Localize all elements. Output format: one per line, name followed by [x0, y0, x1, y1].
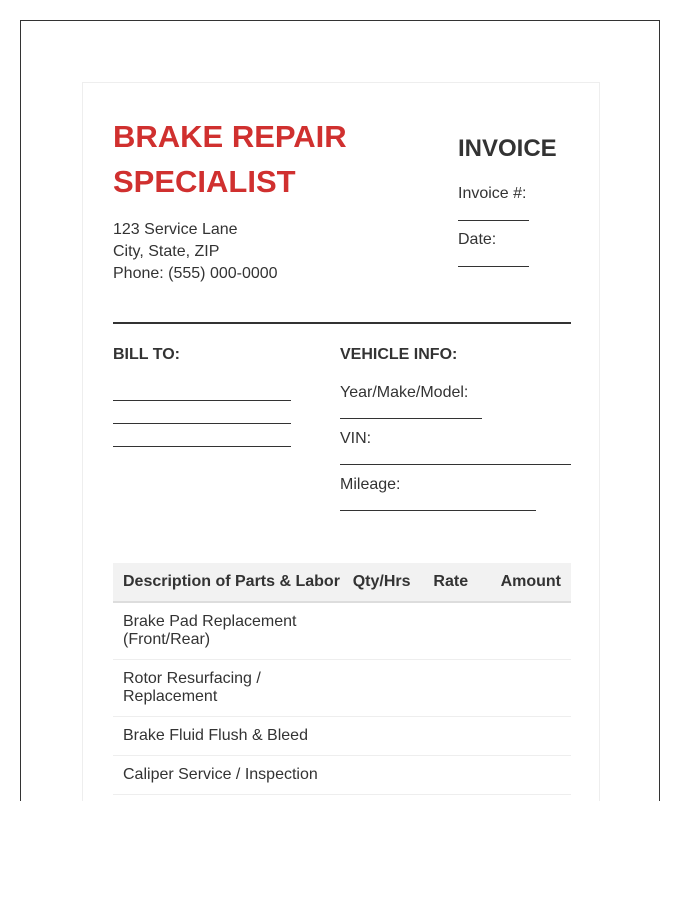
row-description: Rotor Resurfacing / Replacement	[113, 660, 340, 717]
vin-label: VIN:	[340, 430, 372, 447]
invoice-number-label: Invoice #:	[458, 185, 527, 202]
page-frame	[20, 20, 660, 801]
company-name: BRAKE REPAIR SPECIALIST	[113, 119, 347, 199]
invoice-date-field[interactable]	[458, 251, 529, 267]
row-amount[interactable]	[478, 660, 571, 717]
table-row	[113, 756, 571, 795]
column-header-amount: Amount	[478, 563, 571, 602]
invoice-title: INVOICE	[458, 135, 557, 162]
row-amount[interactable]	[478, 602, 571, 660]
table-header-row	[113, 563, 571, 602]
row-qty[interactable]	[340, 756, 423, 795]
row-rate[interactable]	[423, 660, 478, 717]
row-qty[interactable]	[340, 660, 423, 717]
row-description: Caliper Service / Inspection	[113, 756, 340, 795]
bill-to-line[interactable]	[113, 423, 291, 424]
year-make-model-field[interactable]	[340, 418, 482, 419]
row-amount[interactable]	[478, 756, 571, 795]
mileage-field[interactable]	[340, 510, 536, 511]
address-street: 123 Service Lane	[113, 221, 238, 238]
bill-to-heading: BILL TO:	[113, 346, 180, 363]
row-rate[interactable]	[423, 717, 478, 756]
column-header-description: Description of Parts & Labor	[113, 563, 340, 602]
parts-labor-table	[113, 563, 571, 795]
invoice-sheet	[82, 82, 600, 801]
row-rate[interactable]	[423, 756, 478, 795]
address-city: City, State, ZIP	[113, 243, 220, 260]
address-phone: Phone: (555) 000-0000	[113, 265, 278, 282]
bill-to-line[interactable]	[113, 400, 291, 401]
row-description: Brake Fluid Flush & Bleed	[113, 717, 340, 756]
row-qty[interactable]	[340, 717, 423, 756]
row-rate[interactable]	[423, 602, 478, 660]
vin-field[interactable]	[340, 464, 571, 465]
row-amount[interactable]	[478, 717, 571, 756]
invoice-date-label: Date:	[458, 231, 497, 248]
table-row	[113, 717, 571, 756]
row-description: Brake Pad Replacement (Front/Rear)	[113, 602, 340, 660]
table-row	[113, 660, 571, 717]
row-qty[interactable]	[340, 602, 423, 660]
bill-to-section	[113, 345, 313, 447]
header-divider	[113, 322, 571, 324]
vehicle-info-section	[340, 345, 580, 521]
company-address	[113, 219, 278, 285]
year-make-model-label: Year/Make/Model:	[340, 384, 469, 401]
invoice-meta	[458, 135, 598, 275]
vehicle-info-heading: VEHICLE INFO:	[340, 346, 458, 363]
table-row	[113, 602, 571, 660]
column-header-rate: Rate	[423, 563, 478, 602]
column-header-qty: Qty/Hrs	[340, 563, 423, 602]
invoice-number-field[interactable]	[458, 205, 529, 221]
bill-to-line[interactable]	[113, 446, 291, 447]
mileage-label: Mileage:	[340, 476, 401, 493]
